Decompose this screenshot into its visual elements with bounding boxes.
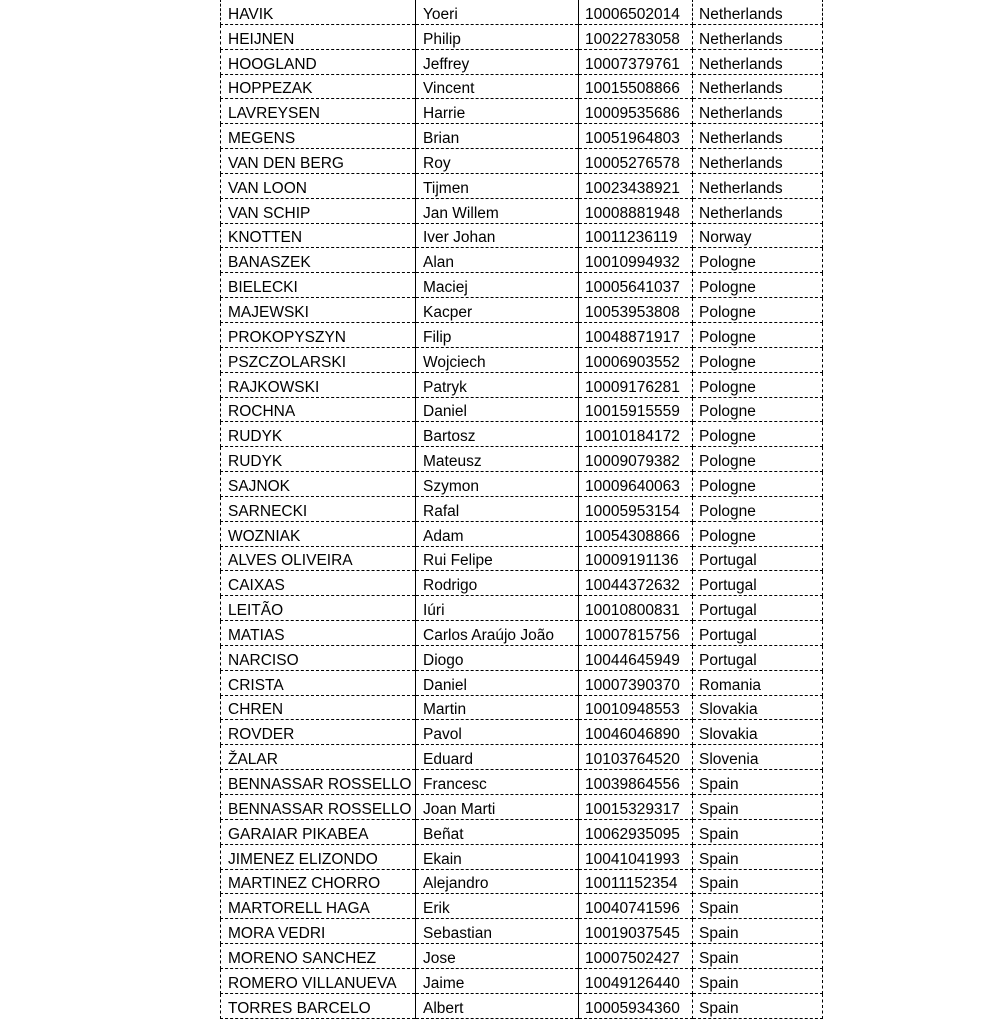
table-row [221,422,823,447]
last-name-cell: CHREN [221,695,416,720]
uci-id-cell: 10009535686 [579,99,693,124]
country-cell: Netherlands [693,198,823,223]
table-row [221,844,823,869]
country-cell: Netherlands [693,149,823,174]
country-cell: Netherlands [693,99,823,124]
country-cell: Pologne [693,521,823,546]
spreadsheet-page [220,0,822,1019]
uci-id-cell: 10011152354 [579,869,693,894]
country-cell: Netherlands [693,49,823,74]
uci-id-cell: 10041041993 [579,844,693,869]
first-name-cell: Roy [416,149,579,174]
first-name-cell: Rafal [416,496,579,521]
first-name-cell: Iver Johan [416,223,579,248]
first-name-cell: Vincent [416,74,579,99]
country-cell: Pologne [693,472,823,497]
last-name-cell: NARCISO [221,645,416,670]
first-name-cell: Joan Marti [416,795,579,820]
country-cell: Romania [693,670,823,695]
first-name-cell: Ekain [416,844,579,869]
last-name-cell: HOOGLAND [221,49,416,74]
uci-id-cell: 10010994932 [579,248,693,273]
first-name-cell: Yoeri [416,0,579,24]
last-name-cell: WOZNIAK [221,521,416,546]
first-name-cell: Tijmen [416,173,579,198]
last-name-cell: MEGENS [221,124,416,149]
first-name-cell: Maciej [416,273,579,298]
uci-id-cell: 10007815756 [579,621,693,646]
last-name-cell: MORENO SANCHEZ [221,944,416,969]
country-cell: Spain [693,844,823,869]
country-cell: Portugal [693,546,823,571]
table-row [221,347,823,372]
uci-id-cell: 10008881948 [579,198,693,223]
first-name-cell: Eduard [416,745,579,770]
table-row [221,496,823,521]
first-name-cell: Wojciech [416,347,579,372]
uci-id-cell: 10046046890 [579,720,693,745]
uci-id-cell: 10039864556 [579,770,693,795]
last-name-cell: KNOTTEN [221,223,416,248]
first-name-cell: Albert [416,993,579,1018]
last-name-cell: PROKOPYSZYN [221,322,416,347]
uci-id-cell: 10005953154 [579,496,693,521]
country-cell: Slovakia [693,720,823,745]
uci-id-cell: 10015329317 [579,795,693,820]
country-cell: Pologne [693,322,823,347]
first-name-cell: Kacper [416,298,579,323]
uci-id-cell: 10022783058 [579,24,693,49]
uci-id-cell: 10006903552 [579,347,693,372]
table-row [221,49,823,74]
table-row [221,447,823,472]
country-cell: Spain [693,968,823,993]
first-name-cell: Bartosz [416,422,579,447]
last-name-cell: ALVES OLIVEIRA [221,546,416,571]
first-name-cell: Carlos Araújo João [416,621,579,646]
table-row [221,322,823,347]
last-name-cell: RUDYK [221,447,416,472]
uci-id-cell: 10009176281 [579,372,693,397]
first-name-cell: Daniel [416,670,579,695]
country-cell: Netherlands [693,173,823,198]
table-row [221,472,823,497]
table-row [221,24,823,49]
uci-id-cell: 10010184172 [579,422,693,447]
country-cell: Spain [693,770,823,795]
country-cell: Portugal [693,596,823,621]
country-cell: Slovakia [693,695,823,720]
last-name-cell: VAN LOON [221,173,416,198]
country-cell: Netherlands [693,124,823,149]
country-cell: Spain [693,944,823,969]
last-name-cell: TORRES BARCELO [221,993,416,1018]
first-name-cell: Patryk [416,372,579,397]
last-name-cell: CRISTA [221,670,416,695]
last-name-cell: RUDYK [221,422,416,447]
table-row [221,795,823,820]
table-row [221,944,823,969]
first-name-cell: Jan Willem [416,198,579,223]
table-row [221,99,823,124]
table-row [221,869,823,894]
table-row [221,124,823,149]
table-row [221,273,823,298]
first-name-cell: Brian [416,124,579,149]
first-name-cell: Filip [416,322,579,347]
table-row [221,521,823,546]
first-name-cell: Sebastian [416,919,579,944]
table-row [221,695,823,720]
table-row [221,745,823,770]
last-name-cell: BANASZEK [221,248,416,273]
uci-id-cell: 10044645949 [579,645,693,670]
first-name-cell: Harrie [416,99,579,124]
uci-id-cell: 10048871917 [579,322,693,347]
uci-id-cell: 10007379761 [579,49,693,74]
table-row [221,149,823,174]
uci-id-cell: 10044372632 [579,571,693,596]
uci-id-cell: 10062935095 [579,819,693,844]
uci-id-cell: 10005276578 [579,149,693,174]
last-name-cell: VAN DEN BERG [221,149,416,174]
table-row [221,372,823,397]
uci-id-cell: 10015508866 [579,74,693,99]
first-name-cell: Jeffrey [416,49,579,74]
table-row [221,720,823,745]
last-name-cell: GARAIAR PIKABEA [221,819,416,844]
uci-id-cell: 10011236119 [579,223,693,248]
uci-id-cell: 10007390370 [579,670,693,695]
uci-id-cell: 10005934360 [579,993,693,1018]
table-row [221,993,823,1018]
first-name-cell: Iúri [416,596,579,621]
country-cell: Spain [693,894,823,919]
table-row [221,894,823,919]
country-cell: Slovenia [693,745,823,770]
country-cell: Norway [693,223,823,248]
last-name-cell: BENNASSAR ROSSELLO [221,795,416,820]
table-row [221,546,823,571]
first-name-cell: Alejandro [416,869,579,894]
last-name-cell: MORA VEDRI [221,919,416,944]
first-name-cell: Adam [416,521,579,546]
uci-id-cell: 10040741596 [579,894,693,919]
country-cell: Pologne [693,347,823,372]
rider-table-body [221,0,823,1018]
country-cell: Netherlands [693,0,823,24]
table-row [221,968,823,993]
last-name-cell: MARTINEZ CHORRO [221,869,416,894]
country-cell: Portugal [693,621,823,646]
first-name-cell: Diogo [416,645,579,670]
last-name-cell: BENNASSAR ROSSELLO [221,770,416,795]
uci-id-cell: 10010948553 [579,695,693,720]
uci-id-cell: 10009191136 [579,546,693,571]
uci-id-cell: 10006502014 [579,0,693,24]
rider-table [220,0,823,1019]
table-row [221,223,823,248]
uci-id-cell: 10023438921 [579,173,693,198]
country-cell: Pologne [693,496,823,521]
last-name-cell: HOPPEZAK [221,74,416,99]
country-cell: Spain [693,795,823,820]
country-cell: Spain [693,819,823,844]
first-name-cell: Alan [416,248,579,273]
first-name-cell: Martin [416,695,579,720]
last-name-cell: ROCHNA [221,397,416,422]
country-cell: Netherlands [693,24,823,49]
last-name-cell: ROMERO VILLANUEVA [221,968,416,993]
country-cell: Pologne [693,372,823,397]
uci-id-cell: 10103764520 [579,745,693,770]
table-row [221,571,823,596]
first-name-cell: Erik [416,894,579,919]
country-cell: Pologne [693,248,823,273]
last-name-cell: MAJEWSKI [221,298,416,323]
country-cell: Pologne [693,273,823,298]
uci-id-cell: 10010800831 [579,596,693,621]
first-name-cell: Philip [416,24,579,49]
country-cell: Pologne [693,447,823,472]
first-name-cell: Jaime [416,968,579,993]
uci-id-cell: 10007502427 [579,944,693,969]
country-cell: Pologne [693,422,823,447]
last-name-cell: LEITÃO [221,596,416,621]
country-cell: Portugal [693,645,823,670]
uci-id-cell: 10019037545 [579,919,693,944]
uci-id-cell: 10009640063 [579,472,693,497]
last-name-cell: CAIXAS [221,571,416,596]
country-cell: Pologne [693,397,823,422]
table-row [221,0,823,24]
uci-id-cell: 10054308866 [579,521,693,546]
last-name-cell: HEIJNEN [221,24,416,49]
last-name-cell: BIELECKI [221,273,416,298]
country-cell: Spain [693,869,823,894]
first-name-cell: Pavol [416,720,579,745]
table-row [221,645,823,670]
table-row [221,919,823,944]
table-row [221,198,823,223]
country-cell: Portugal [693,571,823,596]
last-name-cell: LAVREYSEN [221,99,416,124]
last-name-cell: RAJKOWSKI [221,372,416,397]
last-name-cell: HAVIK [221,0,416,24]
last-name-cell: JIMENEZ ELIZONDO [221,844,416,869]
last-name-cell: SAJNOK [221,472,416,497]
table-row [221,397,823,422]
last-name-cell: PSZCZOLARSKI [221,347,416,372]
first-name-cell: Mateusz [416,447,579,472]
country-cell: Pologne [693,298,823,323]
uci-id-cell: 10005641037 [579,273,693,298]
table-row [221,248,823,273]
table-row [221,298,823,323]
first-name-cell: Daniel [416,397,579,422]
last-name-cell: ROVDER [221,720,416,745]
uci-id-cell: 10015915559 [579,397,693,422]
uci-id-cell: 10049126440 [579,968,693,993]
table-row [221,173,823,198]
uci-id-cell: 10053953808 [579,298,693,323]
table-row [221,621,823,646]
country-cell: Spain [693,993,823,1018]
table-row [221,74,823,99]
country-cell: Netherlands [693,74,823,99]
last-name-cell: SARNECKI [221,496,416,521]
uci-id-cell: 10051964803 [579,124,693,149]
first-name-cell: Francesc [416,770,579,795]
uci-id-cell: 10009079382 [579,447,693,472]
table-row [221,819,823,844]
table-row [221,596,823,621]
first-name-cell: Beñat [416,819,579,844]
last-name-cell: ŽALAR [221,745,416,770]
first-name-cell: Jose [416,944,579,969]
first-name-cell: Szymon [416,472,579,497]
country-cell: Spain [693,919,823,944]
first-name-cell: Rui Felipe [416,546,579,571]
first-name-cell: Rodrigo [416,571,579,596]
last-name-cell: VAN SCHIP [221,198,416,223]
last-name-cell: MARTORELL HAGA [221,894,416,919]
table-row [221,670,823,695]
last-name-cell: MATIAS [221,621,416,646]
table-row [221,770,823,795]
